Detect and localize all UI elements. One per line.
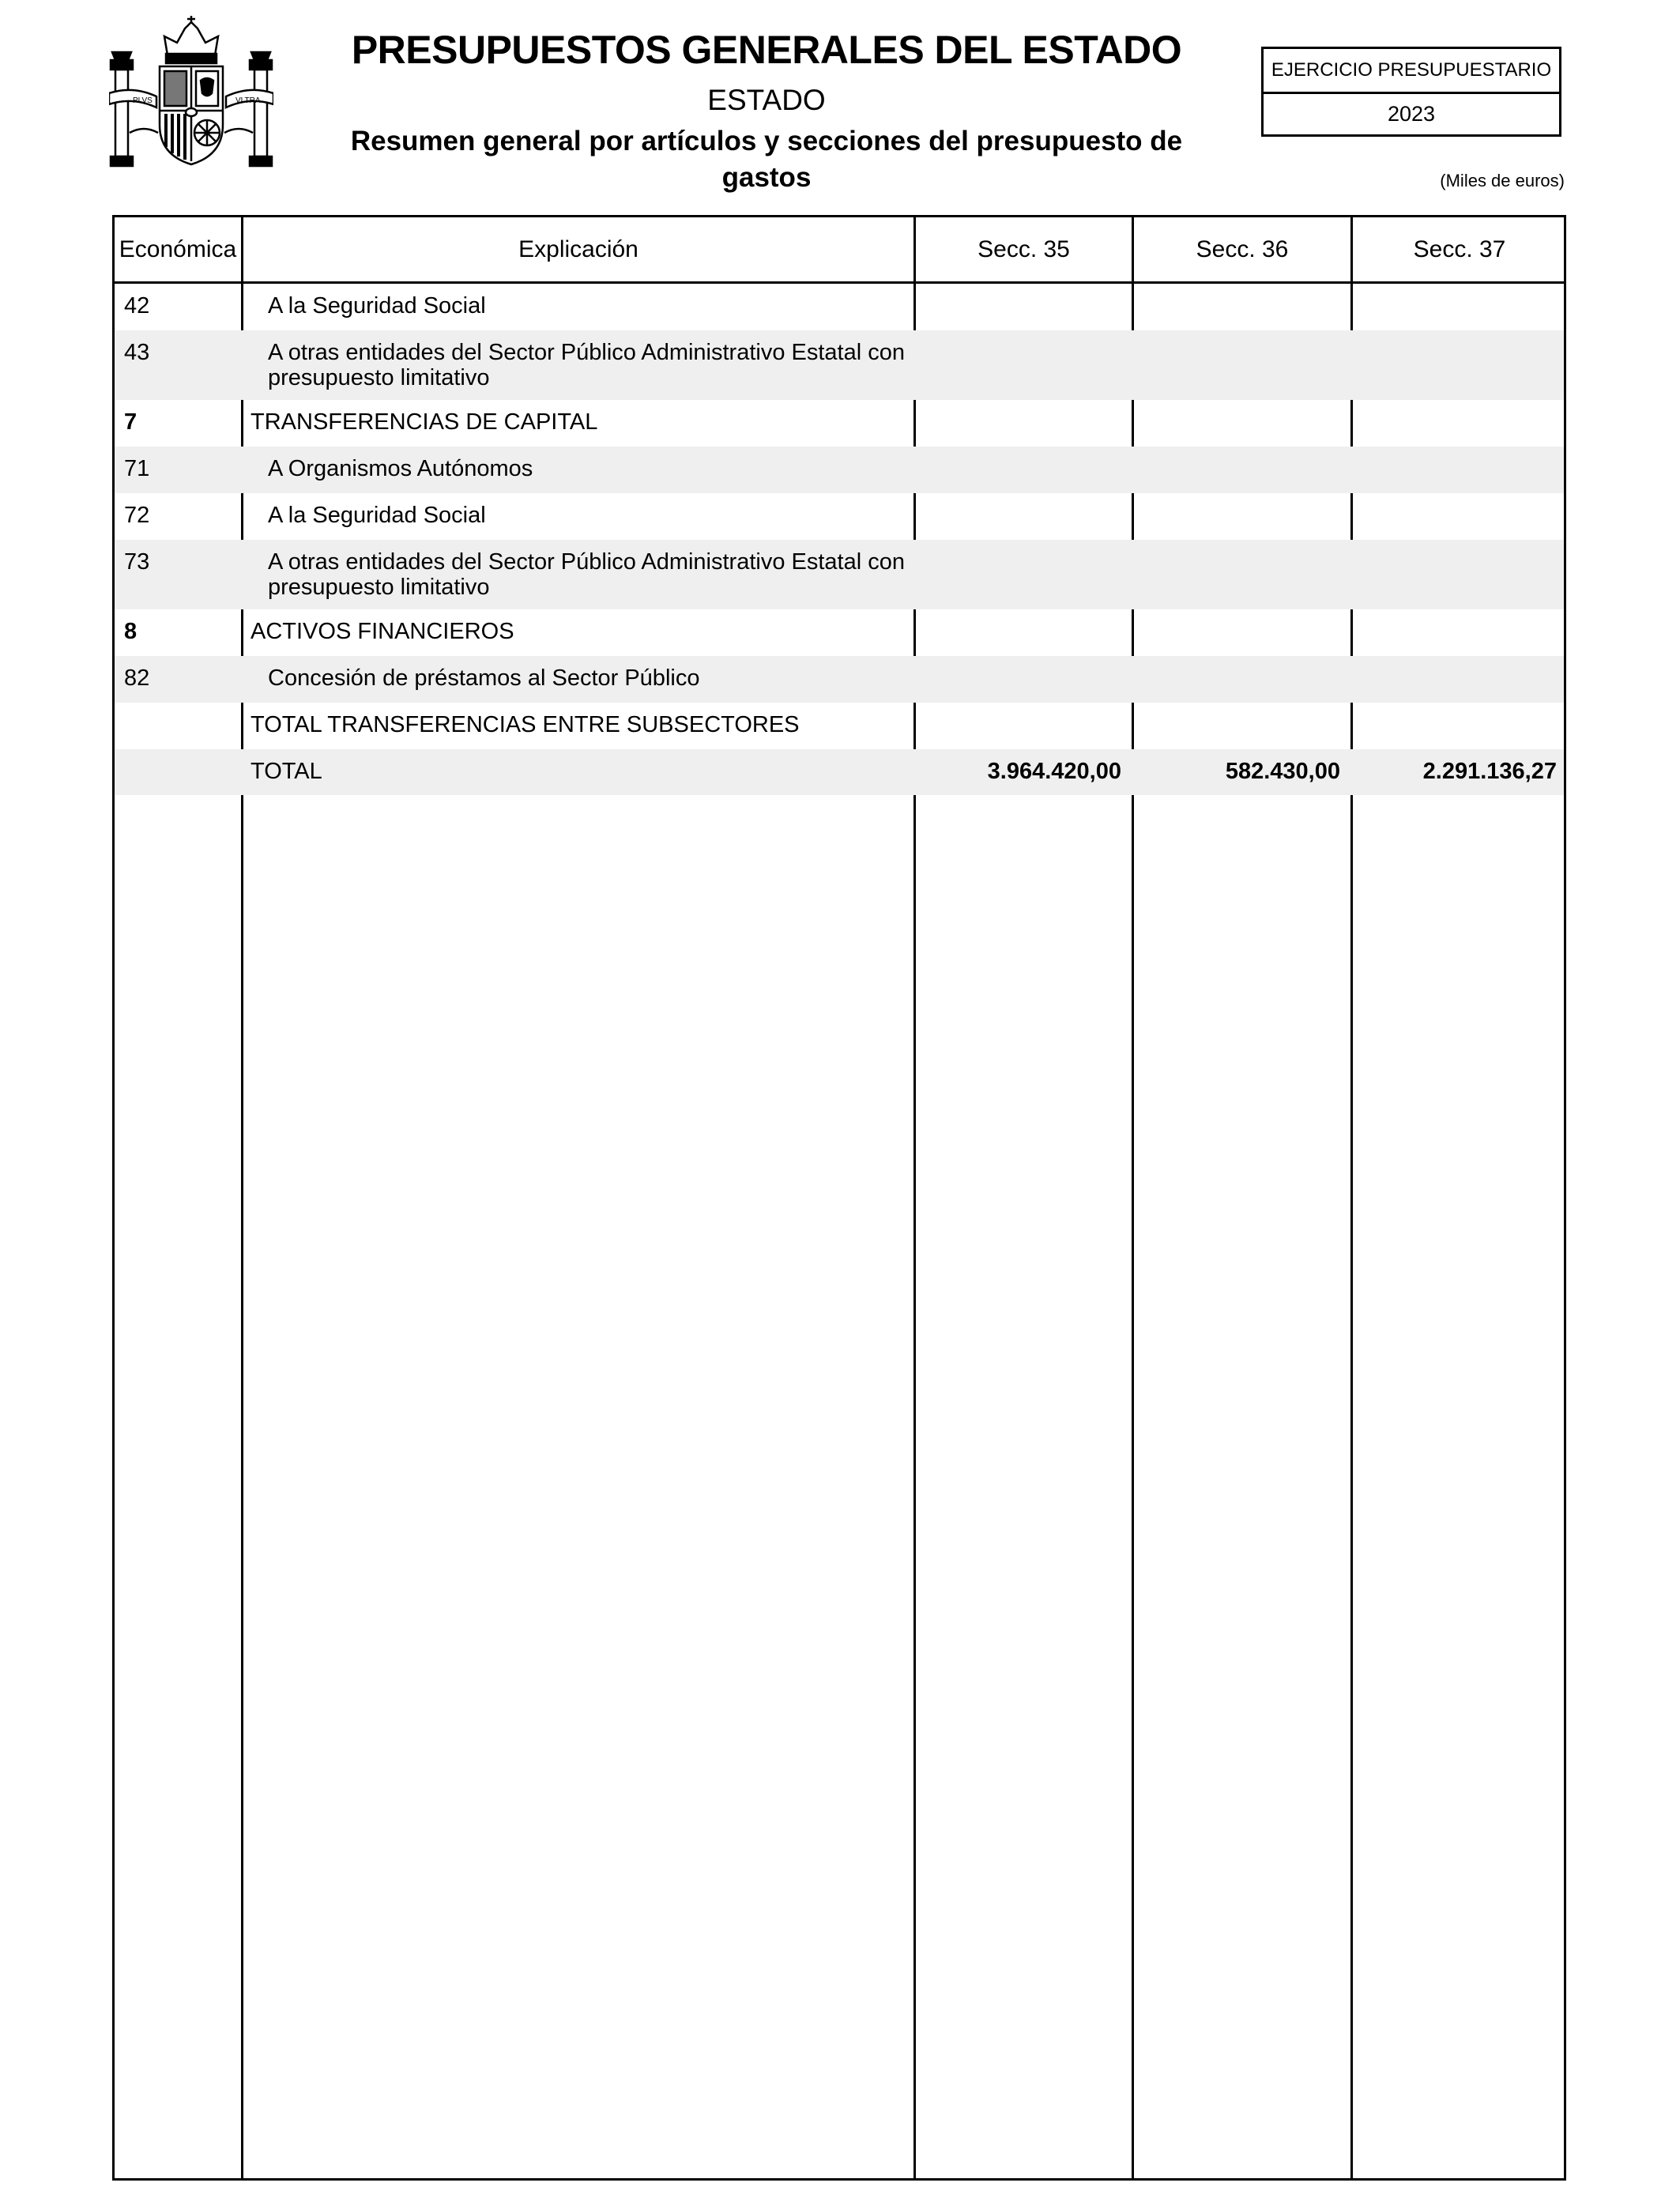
row-code: 71	[124, 456, 150, 481]
column-header-explicacion: Explicación	[518, 236, 638, 262]
units-note: (Miles de euros)	[1440, 171, 1565, 190]
table-row	[115, 493, 1564, 540]
total-secc-36: 582.430,00	[1225, 759, 1340, 784]
coat-of-arms-icon	[109, 14, 273, 172]
row-code: 8	[124, 619, 137, 644]
column-header-secc-36: Secc. 36	[1196, 236, 1289, 262]
budget-table	[112, 215, 1566, 2181]
document-subtitle: ESTADO	[707, 84, 826, 116]
row-description: TOTAL	[250, 759, 322, 784]
column-header-economica: Económica	[119, 236, 237, 262]
row-description: A la Seguridad Social	[268, 293, 486, 319]
table-row	[115, 540, 1564, 609]
row-description: TRANSFERENCIAS DE CAPITAL	[250, 409, 598, 435]
row-description: A Organismos Autónomos	[268, 456, 533, 481]
row-code: 73	[124, 549, 150, 575]
table-body	[115, 284, 1564, 795]
row-description: A otras entidades del Sector Público Administrativo Estatal con presupuesto limitativo	[268, 549, 905, 600]
row-code: 82	[124, 665, 150, 691]
column-header-secc-37: Secc. 37	[1413, 236, 1506, 262]
table-row	[115, 330, 1564, 400]
table-row	[115, 703, 1564, 749]
table-header-row	[115, 217, 1564, 284]
table-row	[115, 400, 1564, 447]
row-description: A otras entidades del Sector Público Administrativo Estatal con presupuesto limitativo	[268, 340, 905, 390]
row-description: Concesión de préstamos al Sector Público	[268, 665, 700, 691]
svg-text:PLVS: PLVS	[133, 96, 153, 105]
row-code: 43	[124, 340, 150, 365]
document-summary: Resumen general por artículos y secciones del presupuesto de gastos	[350, 126, 1183, 193]
document-header	[316, 24, 1217, 196]
row-description: A la Seguridad Social	[268, 503, 486, 528]
table-row	[115, 609, 1564, 656]
budget-year-value: 2023	[1387, 102, 1436, 126]
row-code: 7	[124, 409, 137, 435]
document-title: PRESUPUESTOS GENERALES DEL ESTADO	[351, 28, 1182, 72]
svg-text:VLTRA: VLTRA	[235, 96, 261, 105]
total-secc-37: 2.291.136,27	[1422, 759, 1557, 784]
table-row	[115, 284, 1564, 330]
row-description: TOTAL TRANSFERENCIAS ENTRE SUBSECTORES	[250, 712, 800, 737]
column-header-secc-35: Secc. 35	[977, 236, 1070, 262]
table-row-total	[115, 749, 1564, 795]
row-code: 42	[124, 293, 150, 319]
total-secc-35: 3.964.420,00	[987, 759, 1121, 784]
row-description: ACTIVOS FINANCIEROS	[250, 619, 514, 644]
table-row	[115, 656, 1564, 703]
table-row	[115, 447, 1564, 493]
row-code: 72	[124, 503, 150, 528]
budget-year-label: EJERCICIO PRESUPUESTARIO	[1264, 49, 1559, 94]
budget-year-box	[1261, 47, 1561, 137]
